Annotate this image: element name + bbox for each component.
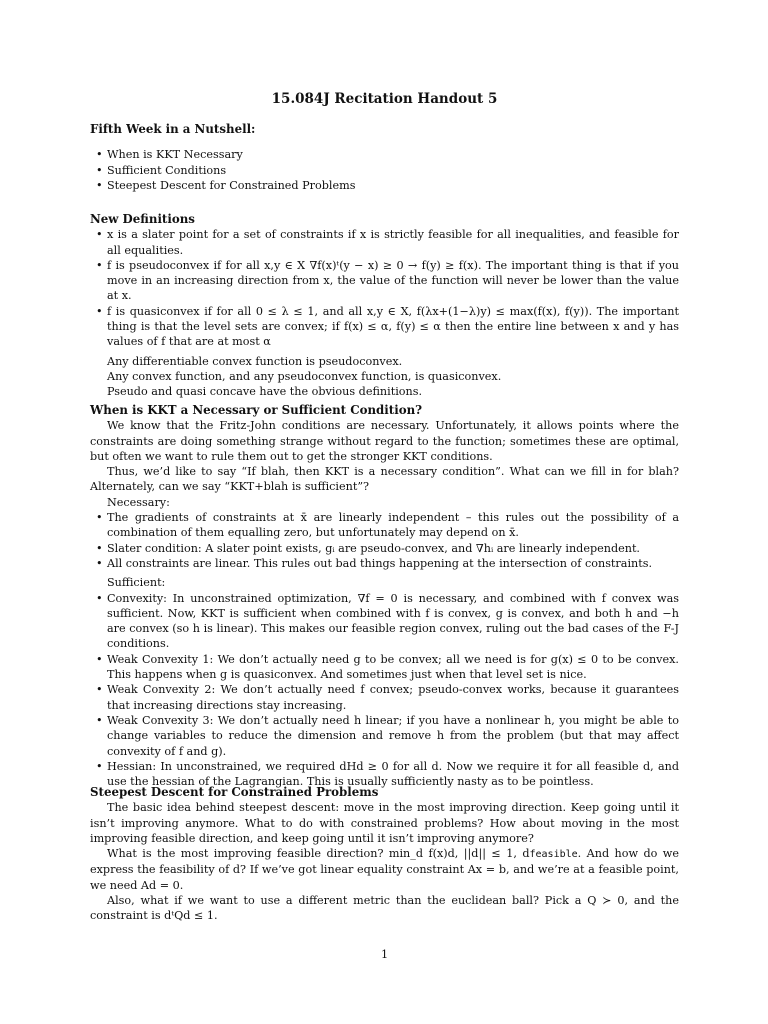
definitions-section [90,212,679,400]
note-line: Any convex function, and any pseudoconvex function, is quasiconvex. [107,369,502,383]
steepest-paragraph-2-start: What is the most improving feasible direction? min_d f(x)d, ||d|| ≤ 1, d [107,847,530,861]
list-item: • x is a slater point for a set of constraints if x is strictly feasible for all inequalities, and feasible for all equalities. [90,227,679,258]
list-item: • When is KKT Necessary [90,147,679,162]
definitions-heading: New Definitions [90,212,195,226]
list-item: • f is quasiconvex if for all 0 ≤ λ ≤ 1, and all x,y ∈ X, f(λx+(1−λ)y) ≤ max(f(x), f(y)). The important thing is that the level sets are convex; if f(x) ≤ α, f(y) ≤ α then the entire line between x and y has values of f that are at most α [90,304,679,350]
list-item: • All constraints are linear. This rules out bad things happening at the intersection of constraints. [90,556,679,571]
steepest-paragraph-2 [90,846,679,893]
list-item: • The gradients of constraints at x̄ are linearly independent – this rules out the possibility of a combination of them equalling zero, but unfortunately may depend on x̄. [90,510,679,541]
sufficient-label: Sufficient: [107,576,166,590]
page-title: 15.084J Recitation Handout 5 [271,91,498,107]
list-item: • Hessian: In unconstrained, we required dHd ≥ 0 for all d. Now we require it for all feasible d, and use the hessian of the Lagrangian. This is usually sufficiently nasty as to be pointless. [90,759,679,790]
steepest-paragraph-3: Also, what if we want to use a different metric than the euclidean ball? Pick a Q ≻ 0, and the constraint is dᵗQd ≤ 1. [90,894,679,923]
list-item: • Sufficient Conditions [90,163,679,178]
page-number: 1 [380,948,389,961]
steepest-paragraph-2-end: . And how do we express the feasibility of d? If we’ve got linear equality constraint Ax = b, and we’re at a feasible point, we need Ad = 0. [90,847,679,892]
sufficient-list [90,591,679,790]
steepest-descent-section [90,785,679,924]
definition-notes [90,354,679,400]
note-line: Pseudo and quasi concave have the obvious definitions. [107,385,423,399]
kkt-paragraph-2: Thus, we’d like to say “If blah, then KKT is a necessary condition”. What can we fill in for blah? Alternately, can we say “KKT+blah is sufficient”? [90,465,679,494]
list-item: • Weak Convexity 1: We don’t actually need g to be convex; all we need is for g(x) ≤ 0 to be convex. This happens when g is quasiconvex. And sometimes just when that level set is nice. [90,652,679,683]
steepest-paragraph-1: The basic idea behind steepest descent: move in the most improving direction. Keep going until it isn’t improving anymore. What to do with constrained problems? How about moving in the most improving feasible direction, and keep going until it isn’t improving anymore? [90,801,679,845]
kkt-paragraph-1: We know that the Fritz-John conditions are necessary. Unfortunately, it allows points where the constraints are doing something strange without regard to the function; sometimes these are optimal, but often we want to rule them out to get the stronger KKT conditions. [90,419,679,463]
feasible-keyword: feasible [529,849,578,861]
list-item: • Weak Convexity 2: We don’t actually need f convex; pseudo-convex works, because it guarantees that increasing directions stay increasing. [90,682,679,713]
nutshell-section [90,122,679,193]
list-item: • Convexity: In unconstrained optimization, ∇f = 0 is necessary, and combined with f convex was sufficient. Now, KKT is sufficient when combined with f is convex, g is convex, and both h and −h are convex (so h is linear). This makes our feasible region convex, ruling out the bad cases of the F-J conditions. [90,591,679,652]
necessary-label: Necessary: [107,495,170,509]
kkt-section [90,403,679,789]
list-item: • Weak Convexity 3: We don’t actually need h linear; if you have a nonlinear h, you might be able to change variables to reduce the dimension and remove h from the problem (but that may affect convexity of f and g). [90,713,679,759]
definitions-list [90,227,679,349]
note-line: Any differentiable convex function is pseudoconvex. [107,354,403,368]
list-item: • Slater condition: A slater point exists, gᵢ are pseudo-convex, and ∇hᵢ are linearly independent. [90,541,679,556]
list-item: • f is pseudoconvex if for all x,y ∈ X ∇f(x)ᵗ(y − x) ≥ 0 → f(y) ≥ f(x). The important thing is that if you move in an increasing direction from x, the value of the function will never be lower than the value at x. [90,258,679,304]
kkt-heading: When is KKT a Necessary or Sufficient Condition? [90,403,423,417]
list-item: • Steepest Descent for Constrained Problems [90,178,679,193]
steepest-heading: Steepest Descent for Constrained Problems [90,785,379,799]
necessary-list [90,510,679,571]
nutshell-list [90,147,679,193]
nutshell-heading: Fifth Week in a Nutshell: [90,122,256,136]
